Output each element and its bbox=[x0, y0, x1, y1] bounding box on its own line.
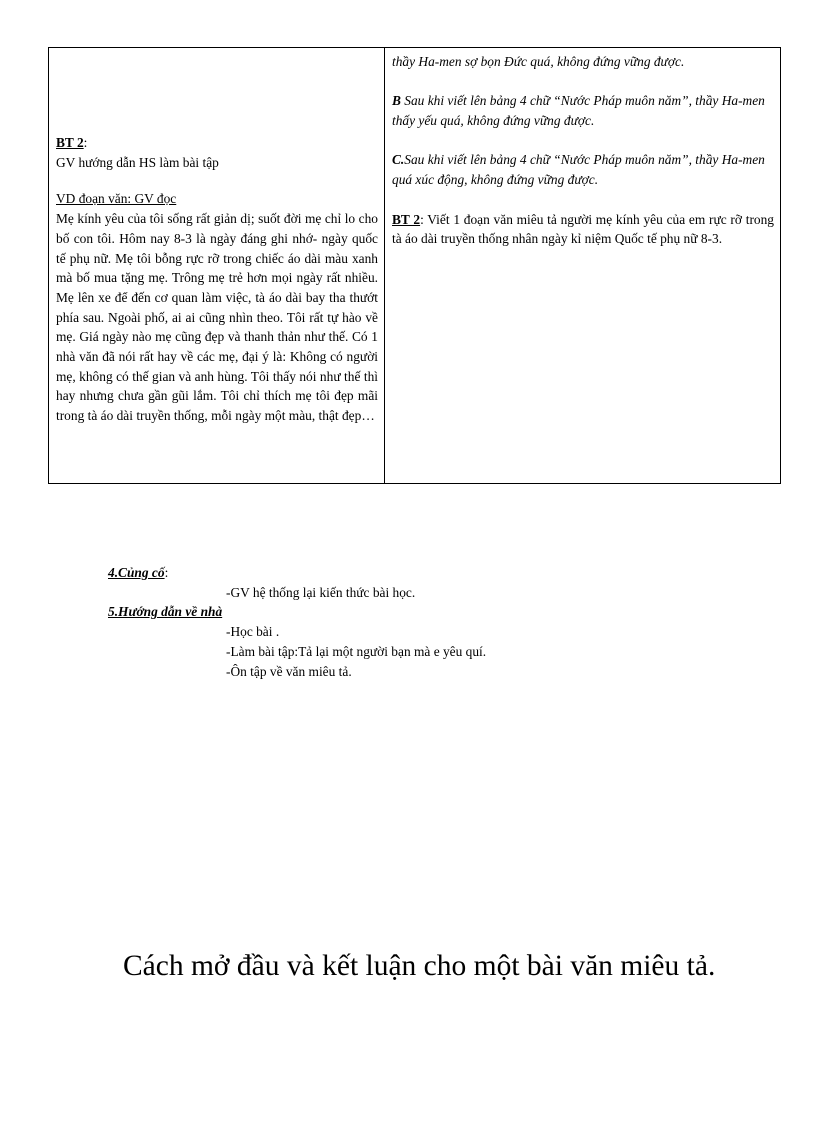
option-c bbox=[392, 150, 774, 189]
option-c-text: Sau khi viết lên bảng 4 chữ “Nước Pháp muôn năm”, thầy Ha-men quá xúc động, không đứng vững được. bbox=[392, 152, 765, 188]
option-b-text: Sau khi viết lên bảng 4 chữ “Nước Pháp muôn năm”, thầy Ha-men thấy yếu quá, không đứng vững được. bbox=[392, 93, 765, 129]
bt2-label-right: BT 2 bbox=[392, 211, 421, 227]
bt2-exercise bbox=[392, 210, 774, 249]
section-5-item: -Học bài . bbox=[226, 624, 280, 640]
section-4-title: 4.Củng cố bbox=[108, 565, 165, 580]
example-passage-label: VD đoạn văn: GV đọc bbox=[56, 191, 177, 207]
section-4-heading bbox=[108, 563, 486, 583]
section-5-heading bbox=[108, 602, 486, 622]
option-b bbox=[392, 91, 774, 130]
instruction-text: GV hướng dẫn HS làm bài tập bbox=[56, 154, 219, 170]
table-right-cell bbox=[385, 48, 780, 483]
section-4-colon: : bbox=[164, 565, 169, 580]
example-passage: Mẹ kính yêu của tôi sống rất giản dị; suốt đời mẹ chỉ lo cho bố con tôi. Hôm nay 8-3 là ngày đáng ghi nhớ- ngày quốc tế phụ nữ. Mẹ tôi bỗng rực rỡ trong chiếc áo dài màu xanh mà bố mua tặng mẹ. Trông mẹ trẻ hơn mọi ngày rất nhiều. Mẹ lên xe để đến cơ quan làm việc, tà áo dài bay tha thướt phía sau. Ngoài phố, ai ai cũng nhìn theo. Tôi rất tự hào về mẹ. Giá ngày nào mẹ cũng đẹp và thanh thản như thế. Có 1 nhà văn đã nói rất hay về các mẹ, đại ý là: Không có người mẹ, không có thế gian và anh hùng. Tôi thấy nói như thế thì hay nhưng chưa gần gũi lắm. Tôi chỉ thích mẹ tôi đẹp mãi trong tà áo dài truyền thống, mỗi ngày một màu, thật đẹp… bbox=[56, 211, 378, 424]
bt2-exercise-text: : Viết 1 đoạn văn miêu tả người mẹ kính yêu của em rực rỡ trong tà áo dài truyền thống nhân ngày kỉ niệm Quốc tế phụ nữ 8-3. bbox=[392, 211, 774, 247]
table-left-cell bbox=[49, 48, 385, 483]
section-5-item: -Làm bài tập:Tả lại một người bạn mà e yêu quí. bbox=[226, 643, 487, 659]
section-5-item: -Ôn tập về văn miêu tả. bbox=[226, 663, 352, 679]
lesson-table bbox=[48, 47, 781, 484]
option-c-label: C. bbox=[392, 152, 405, 168]
option-a-continuation: thầy Ha-men sợ bọn Đức quá, không đứng vững được. bbox=[392, 54, 685, 69]
section-5-title: 5.Hướng dẫn về nhà bbox=[108, 604, 223, 620]
lesson-footer bbox=[108, 563, 486, 681]
bt2-heading-left bbox=[56, 133, 378, 153]
bt2-colon-left: : bbox=[83, 135, 88, 150]
option-b-label: B bbox=[392, 93, 401, 109]
bt2-label-left: BT 2 bbox=[56, 135, 84, 150]
section-heading: Cách mở đầu và kết luận cho một bài văn miêu tả. bbox=[123, 950, 716, 982]
section-4-item: -GV hệ thống lại kiến thức bài học. bbox=[226, 584, 416, 600]
